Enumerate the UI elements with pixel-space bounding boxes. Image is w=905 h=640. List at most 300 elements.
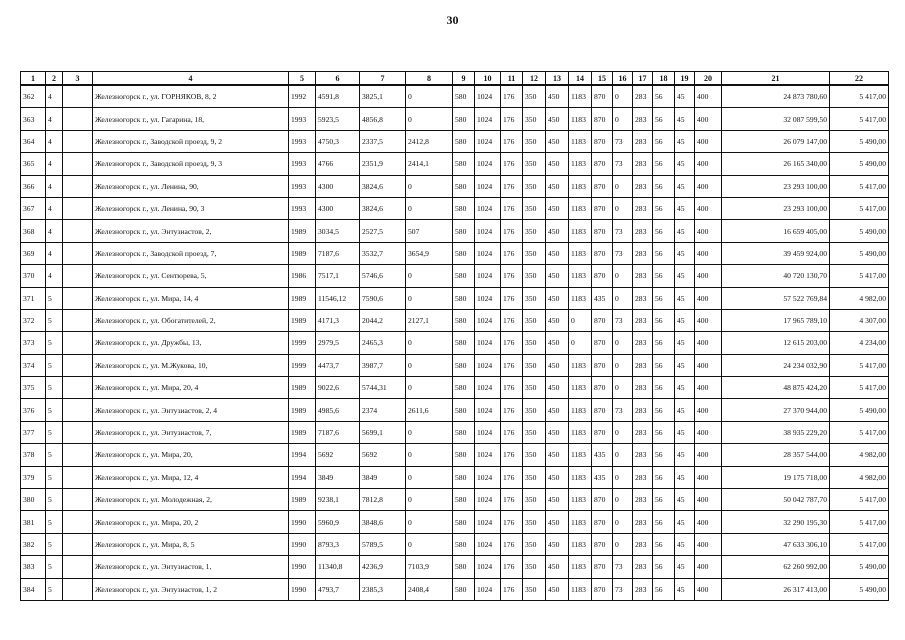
table-row — [21, 220, 889, 242]
table-cell: 7812,8 — [360, 489, 406, 511]
table-cell: 1183 — [569, 466, 592, 488]
table-cell: 56 — [653, 130, 675, 152]
table-cell: 365 — [21, 153, 46, 175]
column-header: 6 — [316, 72, 360, 86]
table-cell: 45 — [675, 332, 695, 354]
table-cell: 56 — [653, 377, 675, 399]
table-cell: 373 — [21, 332, 46, 354]
table-cell: 4766 — [316, 153, 360, 175]
table-cell: 370 — [21, 265, 46, 287]
table-cell: 56 — [653, 489, 675, 511]
column-header: 14 — [569, 72, 592, 86]
table-body — [21, 85, 889, 600]
table-cell: 27 370 944,00 — [722, 399, 830, 421]
table-cell: 400 — [695, 556, 722, 578]
table-cell: 2127,1 — [406, 309, 453, 331]
table-row — [21, 197, 889, 219]
table-cell: 5 417,00 — [830, 421, 889, 443]
table-cell: 56 — [653, 242, 675, 264]
table-cell: 400 — [695, 354, 722, 376]
table-cell: 1024 — [475, 175, 501, 197]
table-cell: 1990 — [289, 511, 316, 533]
table-cell: 350 — [523, 332, 546, 354]
table-cell: 283 — [633, 242, 653, 264]
table-cell: 1989 — [289, 220, 316, 242]
table-cell: 870 — [592, 421, 613, 443]
table-cell: 5 417,00 — [830, 175, 889, 197]
table-cell: 350 — [523, 85, 546, 108]
table-cell: 17 965 789,10 — [722, 309, 830, 331]
table-cell: 366 — [21, 175, 46, 197]
table-cell: 0 — [613, 287, 633, 309]
table-cell: 1990 — [289, 556, 316, 578]
table-cell: 1183 — [569, 85, 592, 108]
table-cell: 11546,12 — [316, 287, 360, 309]
table-cell: 450 — [546, 556, 569, 578]
table-cell: 1183 — [569, 533, 592, 555]
table-cell: 26 317 413,00 — [722, 578, 830, 600]
table-cell: 4 — [46, 265, 63, 287]
table-cell: 0 — [613, 466, 633, 488]
table-cell: 870 — [592, 242, 613, 264]
table-cell: 176 — [501, 197, 523, 219]
table-cell: Железногорск г., ул. Мира, 20, — [93, 444, 289, 466]
table-cell — [63, 377, 93, 399]
table-cell: 45 — [675, 85, 695, 108]
table-cell: 0 — [406, 265, 453, 287]
table-cell: 7187,6 — [316, 242, 360, 264]
table-cell: 870 — [592, 377, 613, 399]
table-cell: 1183 — [569, 377, 592, 399]
table-cell: 73 — [613, 578, 633, 600]
table-cell: 2337,5 — [360, 130, 406, 152]
table-cell: 450 — [546, 287, 569, 309]
table-cell: 176 — [501, 444, 523, 466]
table-cell: Железногорск г., ул. Сентюрева, 5, — [93, 265, 289, 287]
table-row — [21, 242, 889, 264]
table-cell: 0 — [406, 287, 453, 309]
table-cell: 1999 — [289, 332, 316, 354]
table-cell: 1183 — [569, 421, 592, 443]
table-cell: 283 — [633, 130, 653, 152]
table-cell: 7187,6 — [316, 421, 360, 443]
table-cell: 283 — [633, 175, 653, 197]
table-cell: 870 — [592, 578, 613, 600]
table-cell: 1024 — [475, 578, 501, 600]
table-cell: 5 417,00 — [830, 489, 889, 511]
table-cell: 45 — [675, 197, 695, 219]
table-cell: 45 — [675, 399, 695, 421]
table-cell: 56 — [653, 309, 675, 331]
table-cell: 450 — [546, 399, 569, 421]
table-cell: 56 — [653, 556, 675, 578]
table-cell: 0 — [569, 332, 592, 354]
table-cell: 1024 — [475, 399, 501, 421]
table-cell: 4 — [46, 108, 63, 130]
table-cell: Железногорск г., ул. Энтузиастов, 2, — [93, 220, 289, 242]
table-cell: 400 — [695, 511, 722, 533]
table-cell: 5 490,00 — [830, 399, 889, 421]
table-cell: 5 490,00 — [830, 578, 889, 600]
table-cell: 7103,9 — [406, 556, 453, 578]
table-cell: 450 — [546, 220, 569, 242]
table-cell: 40 720 130,70 — [722, 265, 830, 287]
table-cell: 176 — [501, 466, 523, 488]
column-header: 22 — [830, 72, 889, 86]
table-cell: 5 — [46, 332, 63, 354]
column-header: 17 — [633, 72, 653, 86]
table-row — [21, 399, 889, 421]
table-cell: 283 — [633, 332, 653, 354]
table-cell: 580 — [453, 533, 475, 555]
table-cell: 350 — [523, 466, 546, 488]
table-cell: 73 — [613, 220, 633, 242]
table-cell: 4 — [46, 220, 63, 242]
table-cell: 580 — [453, 108, 475, 130]
table-cell: 24 234 032,90 — [722, 354, 830, 376]
table-cell: 870 — [592, 399, 613, 421]
table-cell: 176 — [501, 489, 523, 511]
table-cell: 374 — [21, 354, 46, 376]
table-cell: 0 — [406, 444, 453, 466]
table-cell: 379 — [21, 466, 46, 488]
table-cell: 580 — [453, 511, 475, 533]
table-row — [21, 354, 889, 376]
table-cell: 283 — [633, 578, 653, 600]
table-cell: 1989 — [289, 399, 316, 421]
table-cell: 56 — [653, 153, 675, 175]
table-cell: 3849 — [360, 466, 406, 488]
table-row — [21, 309, 889, 331]
table-cell: 1989 — [289, 287, 316, 309]
table-cell: 3987,7 — [360, 354, 406, 376]
table-cell: 400 — [695, 265, 722, 287]
table-cell — [63, 332, 93, 354]
table-cell: 45 — [675, 578, 695, 600]
table-cell: 176 — [501, 130, 523, 152]
table-cell: 1024 — [475, 354, 501, 376]
table-cell: 450 — [546, 153, 569, 175]
table-cell: 580 — [453, 287, 475, 309]
table-cell: 0 — [613, 108, 633, 130]
table-cell: 450 — [546, 421, 569, 443]
table-cell: 9238,1 — [316, 489, 360, 511]
table-cell: 1990 — [289, 578, 316, 600]
table-cell: 580 — [453, 556, 475, 578]
table-cell: 870 — [592, 556, 613, 578]
table-cell: 5746,6 — [360, 265, 406, 287]
table-cell: 5 417,00 — [830, 197, 889, 219]
table-cell: 56 — [653, 287, 675, 309]
table-cell: 4 — [46, 197, 63, 219]
table-cell: 9022,6 — [316, 377, 360, 399]
table-cell: 1024 — [475, 85, 501, 108]
table-cell: 450 — [546, 108, 569, 130]
table-cell: 7517,1 — [316, 265, 360, 287]
table-cell: 5 — [46, 511, 63, 533]
table-cell: 45 — [675, 130, 695, 152]
table-cell: 1183 — [569, 489, 592, 511]
table-cell: 283 — [633, 354, 653, 376]
table-cell: 45 — [675, 153, 695, 175]
table-cell: 580 — [453, 354, 475, 376]
table-cell: 176 — [501, 108, 523, 130]
table-cell: 45 — [675, 242, 695, 264]
table-cell: 0 — [613, 85, 633, 108]
table-cell: 1993 — [289, 108, 316, 130]
table-cell: 45 — [675, 556, 695, 578]
table-cell: 350 — [523, 511, 546, 533]
table-cell: 56 — [653, 444, 675, 466]
table-cell: 32 087 599,50 — [722, 108, 830, 130]
table-cell — [63, 85, 93, 108]
table-cell: 1183 — [569, 556, 592, 578]
column-header: 8 — [406, 72, 453, 86]
table-cell: 1024 — [475, 421, 501, 443]
table-cell: 4 — [46, 130, 63, 152]
table-cell: 400 — [695, 399, 722, 421]
table-cell: 1183 — [569, 265, 592, 287]
table-cell: 5 — [46, 489, 63, 511]
table-cell: 283 — [633, 444, 653, 466]
table-cell — [63, 242, 93, 264]
table-cell: 400 — [695, 85, 722, 108]
table-cell: 1183 — [569, 287, 592, 309]
table-cell: 19 175 718,00 — [722, 466, 830, 488]
table-cell: 450 — [546, 511, 569, 533]
table-cell: Железногорск г., ул. Мира, 20, 2 — [93, 511, 289, 533]
table-cell: 8793,3 — [316, 533, 360, 555]
table-cell: 283 — [633, 197, 653, 219]
table-cell: 176 — [501, 85, 523, 108]
table-cell: 32 290 195,30 — [722, 511, 830, 533]
table-cell: 56 — [653, 466, 675, 488]
table-cell: 38 935 229,20 — [722, 421, 830, 443]
table-cell: 23 293 100,00 — [722, 197, 830, 219]
table-cell: 1183 — [569, 511, 592, 533]
table-cell: 1999 — [289, 354, 316, 376]
table-cell: 0 — [613, 377, 633, 399]
data-table — [20, 71, 889, 601]
table-cell: 400 — [695, 130, 722, 152]
table-row — [21, 108, 889, 130]
table-cell: 400 — [695, 175, 722, 197]
table-cell: Железногорск г., ул. Мира, 20, 4 — [93, 377, 289, 399]
table-cell: 4 — [46, 85, 63, 108]
table-row — [21, 556, 889, 578]
table-cell: 580 — [453, 85, 475, 108]
table-cell: 283 — [633, 421, 653, 443]
column-header: 3 — [63, 72, 93, 86]
table-cell: 23 293 100,00 — [722, 175, 830, 197]
table-cell: 283 — [633, 153, 653, 175]
table-cell: 5 — [46, 377, 63, 399]
column-header: 18 — [653, 72, 675, 86]
table-cell: 400 — [695, 421, 722, 443]
table-cell: 0 — [406, 489, 453, 511]
table-cell: 0 — [569, 309, 592, 331]
table-cell: 5 417,00 — [830, 511, 889, 533]
table-cell: 580 — [453, 578, 475, 600]
table-cell: 580 — [453, 197, 475, 219]
table-cell: 870 — [592, 85, 613, 108]
table-cell: 0 — [613, 489, 633, 511]
table-cell: 0 — [406, 354, 453, 376]
table-cell: 383 — [21, 556, 46, 578]
table-cell: 450 — [546, 444, 569, 466]
table-row — [21, 511, 889, 533]
table-cell: 1183 — [569, 242, 592, 264]
table-cell: 0 — [406, 466, 453, 488]
table-cell: 283 — [633, 489, 653, 511]
table-cell: 5 417,00 — [830, 377, 889, 399]
table-cell: 4 982,00 — [830, 444, 889, 466]
column-header: 12 — [523, 72, 546, 86]
table-cell: 5 490,00 — [830, 220, 889, 242]
table-cell: 580 — [453, 466, 475, 488]
table-cell: 176 — [501, 265, 523, 287]
table-cell: 350 — [523, 556, 546, 578]
table-cell: 283 — [633, 85, 653, 108]
table-cell: 1024 — [475, 265, 501, 287]
table-cell: 580 — [453, 399, 475, 421]
table-cell: 176 — [501, 220, 523, 242]
table-cell: 400 — [695, 377, 722, 399]
table-cell: 0 — [613, 421, 633, 443]
table-cell: 5 — [46, 466, 63, 488]
table-cell: 580 — [453, 377, 475, 399]
table-cell: 7590,6 — [360, 287, 406, 309]
table-cell: 3848,6 — [360, 511, 406, 533]
table-cell: 283 — [633, 265, 653, 287]
table-cell: 2351,9 — [360, 153, 406, 175]
table-cell: 450 — [546, 578, 569, 600]
column-header: 1 — [21, 72, 46, 86]
column-header: 5 — [289, 72, 316, 86]
table-cell: 283 — [633, 466, 653, 488]
table-cell: 5 417,00 — [830, 85, 889, 108]
table-cell: 56 — [653, 265, 675, 287]
table-row — [21, 489, 889, 511]
table-row — [21, 287, 889, 309]
table-cell: 2611,6 — [406, 399, 453, 421]
table-cell: 73 — [613, 399, 633, 421]
table-cell: 62 260 992,00 — [722, 556, 830, 578]
table-cell: 5692 — [316, 444, 360, 466]
table-cell: 400 — [695, 242, 722, 264]
table-cell: 24 873 780,60 — [722, 85, 830, 108]
table-cell: 283 — [633, 556, 653, 578]
table-cell: 580 — [453, 444, 475, 466]
table-cell — [63, 153, 93, 175]
table-cell: 450 — [546, 354, 569, 376]
table-cell: 4985,6 — [316, 399, 360, 421]
table-cell: 5 — [46, 533, 63, 555]
table-cell: 5923,5 — [316, 108, 360, 130]
column-header: 21 — [722, 72, 830, 86]
table-cell: 580 — [453, 332, 475, 354]
table-cell: 350 — [523, 108, 546, 130]
table-cell: 56 — [653, 332, 675, 354]
table-cell: Железногорск г., Заводской проезд, 9, 2 — [93, 130, 289, 152]
table-cell — [63, 197, 93, 219]
table-cell: 1024 — [475, 130, 501, 152]
table-cell: Железногорск г., ул. Ленина, 90, — [93, 175, 289, 197]
table-cell: 2044,2 — [360, 309, 406, 331]
table-cell: 435 — [592, 466, 613, 488]
table-cell — [63, 354, 93, 376]
table-cell: 377 — [21, 421, 46, 443]
table-cell: 2527,5 — [360, 220, 406, 242]
table-cell: 870 — [592, 332, 613, 354]
table-cell: 1993 — [289, 130, 316, 152]
table-cell: 176 — [501, 421, 523, 443]
table-cell: 0 — [406, 421, 453, 443]
table-cell — [63, 309, 93, 331]
table-cell: 5744,31 — [360, 377, 406, 399]
table-cell: 450 — [546, 377, 569, 399]
table-cell: 47 633 306,10 — [722, 533, 830, 555]
table-cell: 364 — [21, 130, 46, 152]
table-cell: 350 — [523, 309, 546, 331]
table-cell: 382 — [21, 533, 46, 555]
table-cell: 4300 — [316, 197, 360, 219]
table-cell: 450 — [546, 332, 569, 354]
table-cell: 0 — [406, 175, 453, 197]
table-cell: 350 — [523, 197, 546, 219]
table-cell: 56 — [653, 533, 675, 555]
table-cell: 400 — [695, 489, 722, 511]
table-cell: 400 — [695, 578, 722, 600]
table-cell — [63, 175, 93, 197]
table-cell: 1024 — [475, 242, 501, 264]
table-cell: 56 — [653, 511, 675, 533]
table-cell: 5 417,00 — [830, 354, 889, 376]
table-cell: 3824,6 — [360, 175, 406, 197]
table-cell: 0 — [406, 332, 453, 354]
table-header-row — [21, 72, 889, 86]
table-cell — [63, 220, 93, 242]
table-cell: 5 — [46, 399, 63, 421]
table-cell: 176 — [501, 153, 523, 175]
table-cell: 0 — [406, 85, 453, 108]
table-cell: 1024 — [475, 309, 501, 331]
table-cell: 2414,1 — [406, 153, 453, 175]
table-cell: 283 — [633, 108, 653, 130]
table-cell: 283 — [633, 287, 653, 309]
table-cell: 384 — [21, 578, 46, 600]
table-cell: 45 — [675, 421, 695, 443]
table-cell: 4 — [46, 153, 63, 175]
table-cell: 176 — [501, 175, 523, 197]
column-header: 9 — [453, 72, 475, 86]
table-cell: 5 417,00 — [830, 108, 889, 130]
table-cell — [63, 511, 93, 533]
table-cell: 4 982,00 — [830, 287, 889, 309]
table-cell: Железногорск г., Заводской проезд, 7, — [93, 242, 289, 264]
table-cell: 0 — [613, 332, 633, 354]
table-cell: 870 — [592, 511, 613, 533]
table-cell: 870 — [592, 197, 613, 219]
table-cell: 1183 — [569, 444, 592, 466]
table-cell: 0 — [613, 533, 633, 555]
table-cell — [63, 489, 93, 511]
table-cell: 380 — [21, 489, 46, 511]
table-cell: 507 — [406, 220, 453, 242]
table-cell: 400 — [695, 332, 722, 354]
table-cell: 350 — [523, 533, 546, 555]
table-cell: 580 — [453, 309, 475, 331]
